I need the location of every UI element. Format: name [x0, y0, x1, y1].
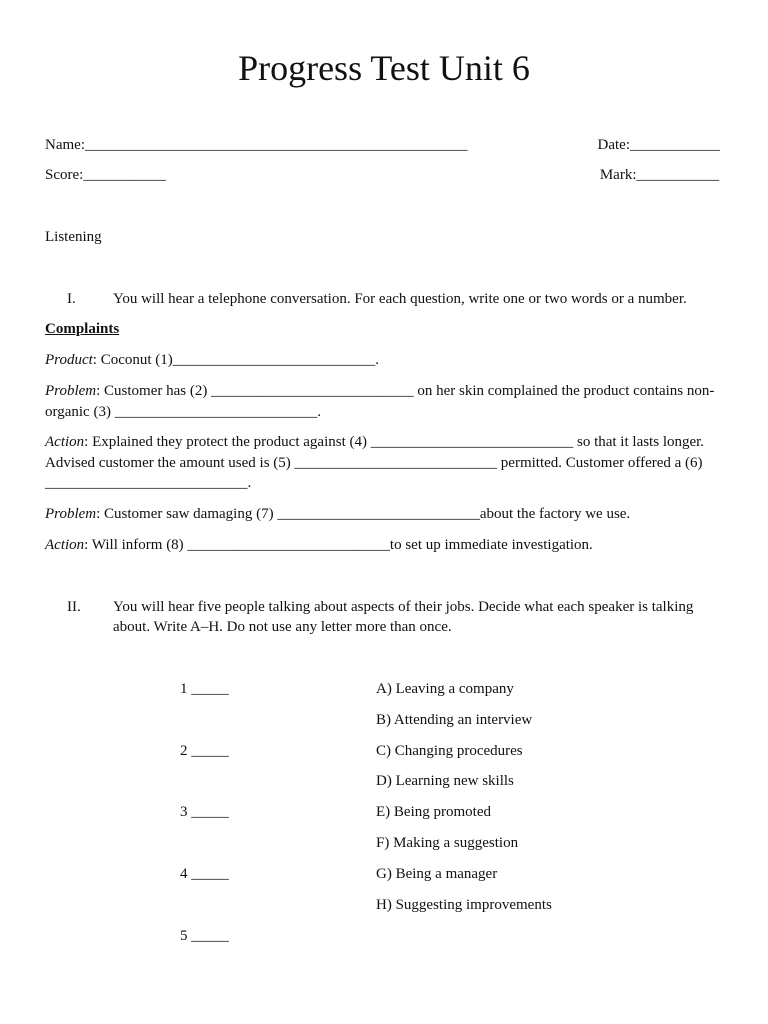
action2-line — [45, 535, 725, 556]
mark-field: Mark:___________ — [599, 167, 719, 183]
action1-line — [45, 432, 725, 494]
problem2-line — [45, 504, 725, 525]
option-h: H) Suggesting improvements — [376, 897, 552, 913]
section-label: Listening — [45, 229, 102, 245]
product-label: Product — [45, 352, 93, 368]
action1-text: : Explained they protect the product against (4) ___________________________ so that it lasts longer. Advised customer the amount used is (5) ___________________________ permitted. Customer offered a (6) ___________________________. — [45, 434, 705, 491]
problem2-label: Problem — [45, 506, 97, 522]
part2-numeral: II. — [67, 599, 81, 615]
problem1-label: Problem — [45, 383, 97, 399]
answer-blank-4: 4 _____ — [180, 866, 229, 882]
problem1-text: : Customer has (2) ___________________________ on her skin complained the product contains non-organic (3) ___________________________. — [45, 383, 715, 420]
action2-label: Action — [45, 537, 85, 553]
answer-blank-5: 5 _____ — [180, 928, 229, 944]
option-a: A) Leaving a company — [376, 681, 514, 697]
action2-text: : Will inform (8) ___________________________to set up immediate investigation. — [84, 537, 593, 553]
option-d: D) Learning new skills — [376, 773, 514, 789]
option-g: G) Being a manager — [376, 866, 498, 882]
complaints-heading: Complaints — [45, 321, 120, 337]
problem1-line — [45, 381, 725, 422]
option-f: F) Making a suggestion — [376, 835, 519, 851]
product-text: : Coconut (1)___________________________. — [92, 352, 380, 368]
score-field: Score:___________ — [45, 167, 166, 183]
answer-blank-1: 1 _____ — [180, 681, 229, 697]
answer-blank-3: 3 _____ — [180, 804, 229, 820]
option-b: B) Attending an interview — [376, 712, 533, 728]
part1-numeral: I. — [67, 291, 76, 307]
option-c: C) Changing procedures — [376, 743, 523, 759]
action1-label: Action — [45, 434, 85, 450]
name-field: Name:___________________________________________________ — [45, 137, 468, 153]
part1-instruction: You will hear a telephone conversation. For each question, write one or two words or a number. — [113, 291, 687, 307]
date-field: Date:____________ — [597, 137, 720, 153]
answer-blank-2: 2 _____ — [180, 743, 229, 759]
problem2-text: : Customer saw damaging (7) ___________________________about the factory we use. — [96, 506, 631, 522]
option-e: E) Being promoted — [376, 804, 491, 820]
product-line — [45, 350, 725, 371]
page-title: Progress Test Unit 6 — [238, 48, 530, 88]
part2-instruction: You will hear five people talking about aspects of their jobs. Decide what each speaker is talking about. Write A–H. Do not use any letter more than once. — [113, 599, 694, 635]
